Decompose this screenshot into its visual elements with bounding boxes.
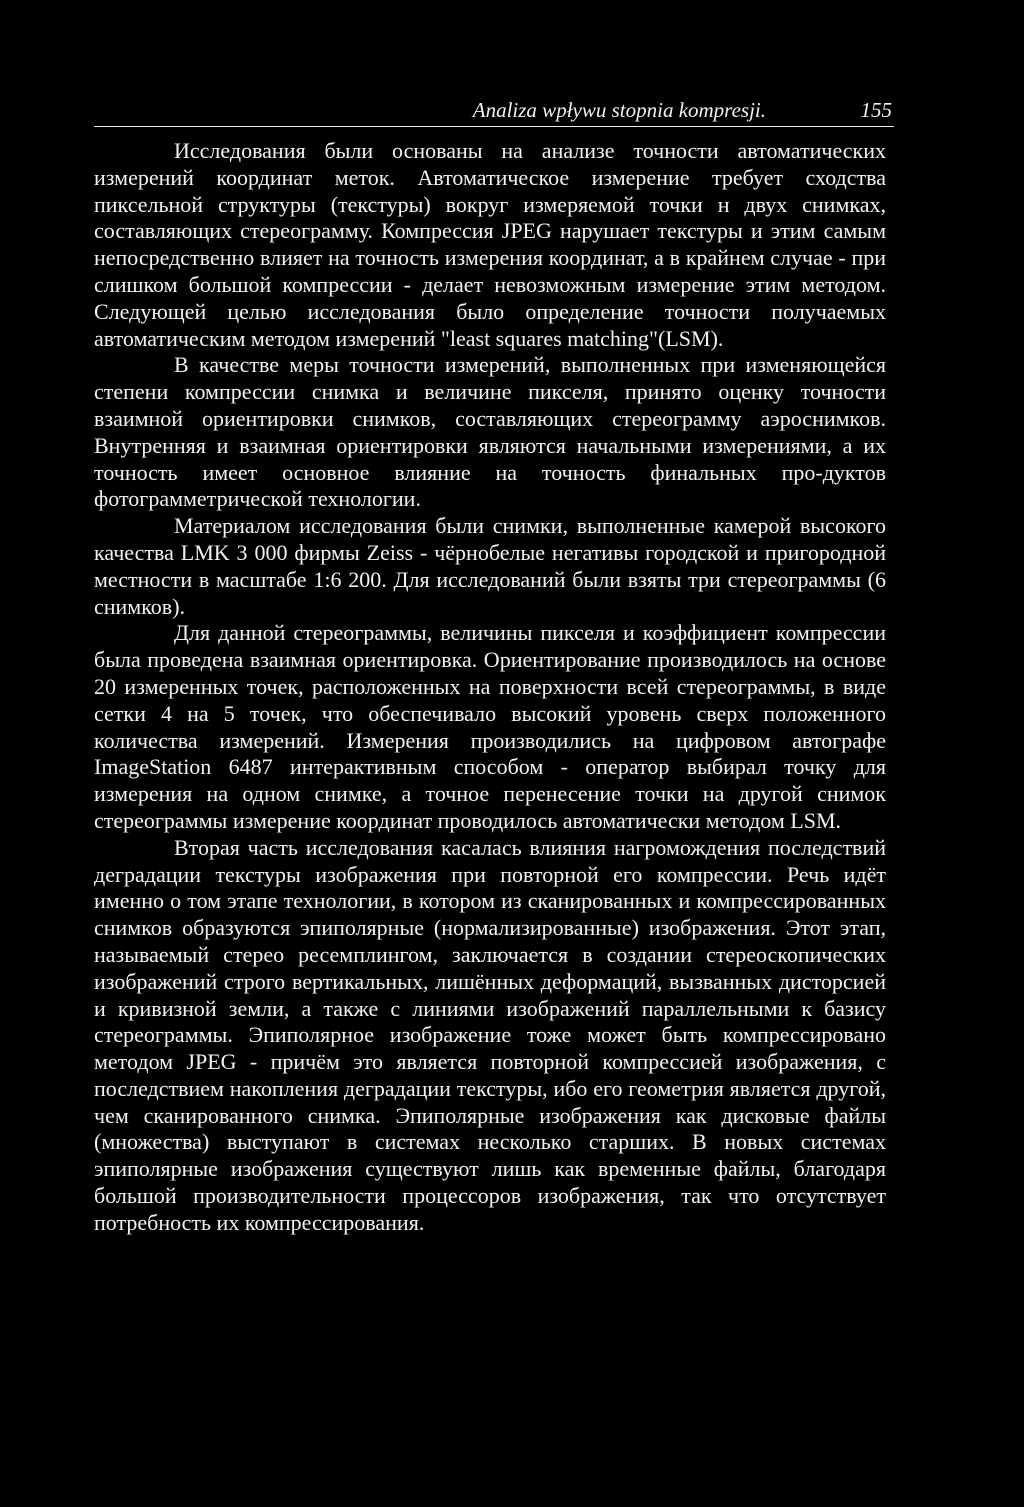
paragraph-5: Вторая часть исследования касалась влияния нагромождения последствий деградации текстуры изображения при повторной его компрессии. Речь идёт именно о том этапе технологии, в котором из сканированных и компрессированных снимков образуются эпиполярные (нормализированные) изображения. Этот этап, называемый стерео ресемплингом, заключается в создании стереоскопических изображений строго вертикальных, лишённых деформаций, вызванных дисторсией и кривизной земли, а также с линиями изображений параллельными к базису стереограммы. Эпиполярное изображение тоже может быть компрессировано методом JPEG - причём это является повторной компрессией изображения, с последствием накопления деградации текстуры, ибо его геометрия является другой, чем сканированного снимка. Эпиполярные изображения как дисковые файлы (множества) выступают в системах несколько старших. В новых системах эпиполярные изображения существуют лишь как временные файлы, благодаря большой производительности процессоров изображения, так что отсутствует потребность их компрессирования. bbox=[94, 834, 886, 1235]
paragraph-3: Материалом исследования были снимки, выполненные камерой высокого качества LMK 3 000 фирмы Zeiss - чёрнобелые негативы городской и пригородной местности в масштабе 1:6 200. Для исследований были взяты три стереограммы (6 снимков). bbox=[94, 513, 886, 619]
page-number: 155 bbox=[860, 98, 892, 122]
running-header bbox=[94, 96, 894, 127]
header-title: Analiza wpływu stopnia kompresji. bbox=[472, 98, 766, 122]
paragraph-2: В качестве меры точности измерений, выполненных при изменяющейся степени компрессии снимка и величине пикселя, принято оценку точности взаимной ориентировки снимков, составляющих стереограмму аэроснимков. Внутренняя и взаимная ориентировки являются начальными измерениями, а их точность имеет основное влияние на точность финальных про-дуктов фотограмметрической технологии. bbox=[94, 352, 886, 512]
paragraph-1: Исследования были основаны на анализе точности автоматических измерений координат меток. Автоматическое измерение требует сходства пиксельной структуры (текстуры) вокруг измеряемой точки н двух снимках, составляющих стереограмму. Компрессия JPEG нарушает текстуры и этим самым непосредственно влияет на точность измерения координат, а в крайнем случае - при слишком большой компрессии - делает невозможным измерение этим методом. Следующей целью исследования было определение точности получаемых автоматическим методом измерений "least squares matching"(LSM). bbox=[94, 138, 886, 351]
body-text bbox=[94, 138, 886, 1237]
paragraph-4: Для данной стереограммы, величины пикселя и коэффициент компрессии была проведена взаимная ориентировка. Ориентирование производилось на основе 20 измеренных точек, расположенных на поверхности всей стереограммы, в виде сетки 4 на 5 точек, что обеспечивало высокий уровень сверх положенного количества измерений. Измерения производились на цифровом автографе ImageStation 6487 интерактивным способом - оператор выбирал точку для измерения на одном снимке, а точное перенесение точки на другой снимок стереограммы измерение координат проводилось автоматически методом LSM. bbox=[94, 620, 886, 833]
